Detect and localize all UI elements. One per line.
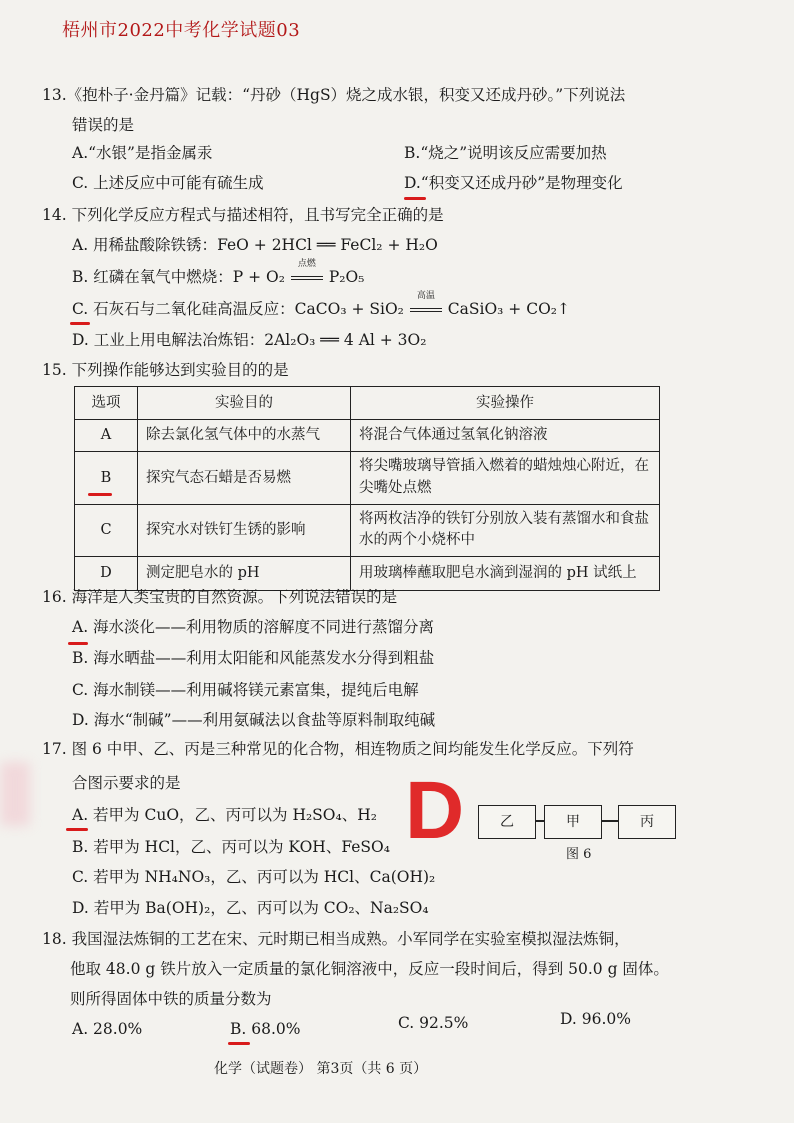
q14-option-b-text: B. 红磷在氧气中燃烧： — [72, 268, 233, 286]
q13-stem-line1: 13.《抱朴子·金丹篇》记载：“丹砂（HgS）烧之成水银，积变又还成丹砂。”下列说法 — [42, 86, 626, 104]
document-header: 梧州市2022中考化学试题03 — [62, 20, 301, 41]
page-footer: 化学（试题卷） 第3页（共 6 页） — [214, 1061, 428, 1077]
table-row — [75, 452, 660, 505]
q18-stem-line3: 则所得固体中铁的质量分数为 — [70, 990, 272, 1008]
q17-answer-mark — [66, 828, 88, 831]
q13-option-d: D.“积变又还成丹砂”是物理变化 — [404, 174, 623, 192]
table-cell-purpose: 探究水对铁钉生锈的影响 — [138, 504, 351, 557]
table-cell-option: C — [75, 504, 138, 557]
q16-option-b: B. 海水晒盐——利用太阳能和风能蒸发水分得到粗盐 — [72, 649, 435, 667]
fig6-connector-right — [602, 820, 618, 822]
table-header-row — [75, 387, 660, 420]
table-cell-option: A — [75, 420, 138, 452]
q14-option-a — [72, 238, 438, 254]
q16-option-d: D. 海水“制碱”——利用氨碱法以食盐等原料制取纯碱 — [72, 711, 436, 729]
q14-option-b — [72, 259, 365, 286]
q13-answer-mark — [404, 197, 426, 200]
q17-option-b: B. 若甲为 HCl，乙、丙可以为 KOH、FeSO₄ — [72, 838, 390, 856]
q14-option-c-arrow — [409, 291, 443, 318]
q14-option-b-arrow — [290, 259, 324, 286]
table-cell-operation: 将混合气体通过氢氧化钠溶液 — [351, 420, 660, 452]
table-cell-purpose: 测定肥皂水的 pH — [138, 557, 351, 591]
table-cell-operation: 将尖嘴玻璃导管插入燃着的蜡烛烛心附近，在尖嘴处点燃 — [351, 452, 660, 505]
q15-table — [74, 386, 660, 591]
q17-stem-line2: 合图示要求的是 — [72, 774, 181, 792]
handwritten-answer: D — [405, 765, 465, 856]
q15-stem: 15. 下列操作能够达到实验目的的是 — [42, 361, 289, 379]
table-header-purpose: 实验目的 — [138, 387, 351, 420]
q13-option-a: A.“水银”是指金属汞 — [72, 144, 213, 162]
pink-smudge — [0, 762, 30, 826]
q16-stem: 16. 海洋是人类宝贵的自然资源。下列说法错误的是 — [42, 588, 398, 606]
q18-stem-line2: 他取 48.0 g 铁片放入一定质量的氯化铜溶液中，反应一段时间后，得到 50.0 g 固体。 — [70, 960, 669, 978]
q14-option-d — [72, 333, 426, 349]
q14-option-b-products: P₂O₅ — [328, 268, 365, 286]
table-header-option: 选项 — [75, 387, 138, 420]
q13-option-c: C. 上述反应中可能有硫生成 — [72, 174, 264, 192]
q18-option-d: D. 96.0% — [560, 1010, 631, 1028]
q17-stem-line1: 17. 图 6 中甲、乙、丙是三种常见的化合物，相连物质之间均能发生化学反应。下列符 — [42, 740, 634, 758]
table-row — [75, 420, 660, 452]
table-row — [75, 557, 660, 591]
table-cell-operation: 将两枚洁净的铁钉分别放入装有蒸馏水和食盐水的两个小烧杯中 — [351, 504, 660, 557]
fig6-box-yi: 乙 — [478, 805, 536, 839]
q18-answer-mark — [228, 1042, 250, 1045]
q14-option-c-products: CaSiO₃ + CO₂↑ — [447, 300, 570, 318]
q14-option-c-reactants: CaCO₃ + SiO₂ — [294, 300, 404, 318]
q14-option-c-text: C. 石灰石与二氧化硅高温反应： — [72, 300, 295, 318]
q16-option-a: A. 海水淡化——利用物质的溶解度不同进行蒸馏分离 — [72, 618, 435, 636]
q18-option-a: A. 28.0% — [72, 1020, 143, 1038]
table-cell-purpose: 探究气态石蜡是否易燃 — [138, 452, 351, 505]
q14-stem: 14. 下列化学反应方程式与描述相符，且书写完全正确的是 — [42, 206, 444, 224]
q18-stem-line1: 18. 我国湿法炼铜的工艺在宋、元时期已相当成熟。小军同学在实验室模拟湿法炼铜， — [42, 930, 630, 948]
q15-answer-mark — [88, 493, 112, 496]
fig6-caption: 图 6 — [566, 847, 592, 862]
table-row — [75, 504, 660, 557]
q14-option-d-equation: 2Al₂O₃ ══ 4 Al + 3O₂ — [264, 331, 427, 349]
q17-option-c: C. 若甲为 NH₄NO₃，乙、丙可以为 HCl、Ca(OH)₂ — [72, 868, 436, 886]
q14-answer-mark — [70, 322, 90, 325]
q14-option-d-text: D. 工业上用电解法冶炼铝： — [72, 331, 265, 349]
q18-option-c: C. 92.5% — [398, 1014, 469, 1032]
q16-option-c: C. 海水制镁——利用碱将镁元素富集，提纯后电解 — [72, 681, 419, 699]
q17-option-d: D. 若甲为 Ba(OH)₂，乙、丙可以为 CO₂、Na₂SO₄ — [72, 899, 429, 917]
q14-option-a-equation: FeO + 2HCl ══ FeCl₂ + H₂O — [217, 236, 438, 254]
table-header-operation: 实验操作 — [351, 387, 660, 420]
q13-stem-line2: 错误的是 — [72, 116, 135, 134]
table-cell-operation: 用玻璃棒蘸取肥皂水滴到湿润的 pH 试纸上 — [351, 557, 660, 591]
table-cell-purpose: 除去氯化氢气体中的水蒸气 — [138, 420, 351, 452]
fig6-box-jia: 甲 — [544, 805, 602, 839]
q18-option-b: B. 68.0% — [230, 1020, 301, 1038]
table-cell-option: D — [75, 557, 138, 591]
q17-option-a: A. 若甲为 CuO，乙、丙可以为 H₂SO₄、H₂ — [72, 806, 377, 824]
q14-option-c-condition: 高温 — [416, 291, 435, 301]
table-cell-option: B — [75, 452, 138, 505]
q14-option-b-condition: 点燃 — [297, 259, 316, 269]
fig6-box-bing: 丙 — [618, 805, 676, 839]
q14-option-b-reactants: P + O₂ — [232, 268, 285, 286]
q14-option-c — [72, 291, 570, 318]
q16-answer-mark — [68, 642, 88, 645]
q14-option-a-text: A. 用稀盐酸除铁锈： — [72, 236, 218, 254]
fig6-connector-left — [536, 820, 544, 822]
q13-option-b: B.“烧之”说明该反应需要加热 — [404, 144, 607, 162]
